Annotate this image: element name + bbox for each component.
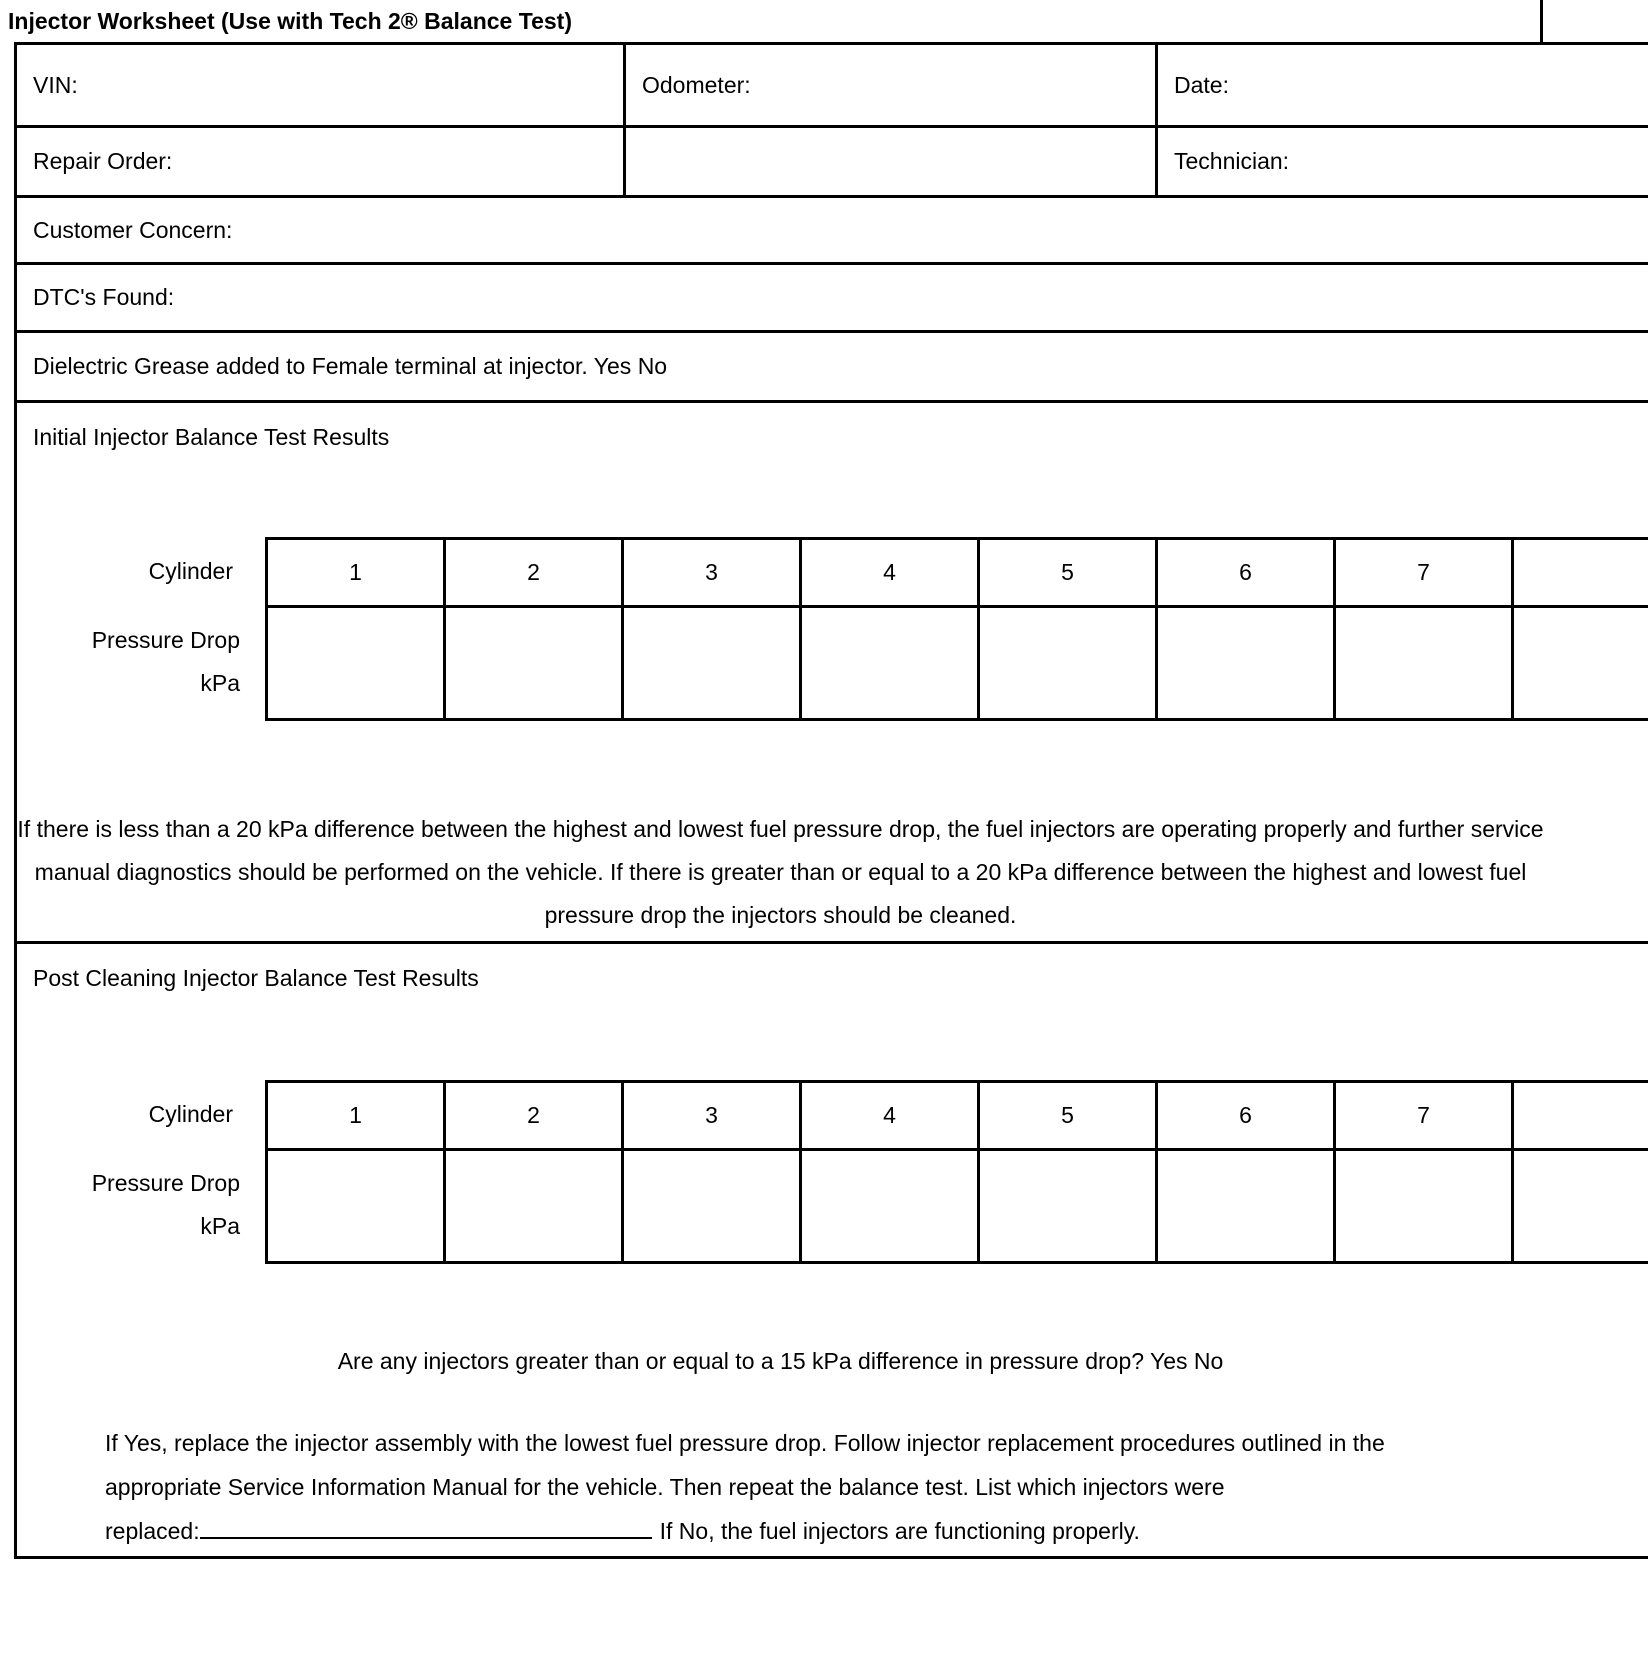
cylinder-header-cell-clipped: [1514, 1083, 1648, 1148]
pressure-drop-label-line1: Pressure Drop: [91, 1169, 240, 1196]
instructions-line-3: [105, 1509, 1550, 1553]
cylinder-header-cell: 5: [980, 1083, 1158, 1148]
pressure-value-cell: [980, 1151, 1158, 1261]
pressure-value-cell: [624, 608, 802, 718]
instructions-line-2: appropriate Service Information Manual for the vehicle. Then repeat the balance test. List which injectors were: [105, 1474, 1225, 1500]
cylinder-header-cell: 7: [1336, 1083, 1514, 1148]
customer-concern-row: [17, 198, 1648, 265]
post-cleaning-balance-table: [265, 1080, 1648, 1264]
pressure-value-cell: [268, 1151, 446, 1261]
initial-test-note: If there is less than a 20 kPa difference between the highest and lowest fuel pressure drop, the fuel injectors are operating properly and further service manual diagnostics should be performed on the vehicle. If there is greater than or equal to a 20 kPa difference between the highest and lowest fuel pressure drop the injectors should be cleaned.: [17, 816, 1544, 928]
replaced-blank-line: [200, 1516, 652, 1539]
pressure-values-row: [268, 1151, 1648, 1261]
pressure-values-row: [268, 608, 1648, 718]
worksheet-form: [14, 42, 1648, 1559]
pressure-value-cell: [802, 1151, 980, 1261]
pressure-value-cell: [1158, 608, 1336, 718]
pressure-value-cell: [624, 1151, 802, 1261]
pressure-value-cell-clipped: [1514, 1151, 1648, 1261]
post-cleaning-heading: Post Cleaning Injector Balance Test Results: [33, 965, 479, 991]
pressure-drop-label-line1: Pressure Drop: [91, 626, 240, 653]
cylinder-header-cell: 2: [446, 540, 624, 605]
pressure-value-cell: [802, 608, 980, 718]
pressure-value-cell: [1336, 1151, 1514, 1261]
after-blank-text: If No, the fuel injectors are functioning properly.: [659, 1518, 1140, 1544]
cylinder-header-cell: 6: [1158, 1083, 1336, 1148]
pressure-value-cell-clipped: [1514, 608, 1648, 718]
pressure-drop-row-label: [17, 605, 240, 718]
field-dielectric-grease: Dielectric Grease added to Female terminal at injector. Yes No: [33, 353, 668, 379]
initial-test-section: [17, 403, 1648, 944]
post-cleaning-section: [17, 944, 1648, 1553]
pressure-value-cell: [268, 608, 446, 718]
pressure-value-cell: [1336, 608, 1514, 718]
form-title: Injector Worksheet (Use with Tech 2® Balance Test): [0, 0, 1543, 42]
cylinder-header-cell: 1: [268, 540, 446, 605]
pressure-value-cell: [980, 608, 1158, 718]
instructions-line-1: If Yes, replace the injector assembly with the lowest fuel pressure drop. Follow injector replacement procedures outlined in the: [105, 1430, 1385, 1456]
field-dtcs-found: DTC's Found:: [33, 284, 175, 310]
replaced-label: replaced:: [105, 1518, 200, 1544]
cylinder-header-cell: 2: [446, 1083, 624, 1148]
field-odometer: Odometer:: [626, 45, 1158, 125]
cylinder-header-cell: 4: [802, 1083, 980, 1148]
post-test-question: Are any injectors greater than or equal to a 15 kPa difference in pressure drop? Yes No: [337, 1348, 1224, 1374]
cylinder-header-cell: 6: [1158, 540, 1336, 605]
field-blank: [626, 128, 1158, 195]
dtcs-found-row: [17, 265, 1648, 333]
initial-test-heading: Initial Injector Balance Test Results: [33, 424, 390, 450]
pressure-drop-label-line2: kPa: [200, 1212, 240, 1239]
pressure-drop-label-line2: kPa: [200, 669, 240, 696]
post-test-instructions: [105, 1421, 1550, 1553]
pressure-drop-row-label: [17, 1148, 240, 1261]
cylinder-header-cell: 5: [980, 540, 1158, 605]
dielectric-grease-row: [17, 333, 1648, 403]
cylinder-row-label: Cylinder: [148, 1100, 233, 1127]
field-repair-order: Repair Order:: [17, 128, 626, 195]
field-customer-concern: Customer Concern:: [33, 216, 233, 243]
field-vin: VIN:: [17, 45, 626, 125]
cylinder-header-row: [268, 1083, 1648, 1151]
header-row-2: [17, 128, 1648, 198]
pressure-value-cell: [1158, 1151, 1336, 1261]
cylinder-header-cell: 3: [624, 540, 802, 605]
cylinder-header-cell: 7: [1336, 540, 1514, 605]
pressure-value-cell: [446, 1151, 624, 1261]
cylinder-header-cell: 4: [802, 540, 980, 605]
cylinder-header-row: [268, 540, 1648, 608]
pressure-value-cell: [446, 608, 624, 718]
cylinder-header-cell: 3: [624, 1083, 802, 1148]
cylinder-header-cell-clipped: [1514, 540, 1648, 605]
field-technician: Technician:: [1174, 148, 1290, 174]
cylinder-header-cell: 1: [268, 1083, 446, 1148]
initial-balance-table: [265, 537, 1648, 721]
header-row-1: [17, 45, 1648, 128]
cylinder-row-label: Cylinder: [148, 557, 233, 584]
field-date: Date:: [1174, 71, 1229, 98]
